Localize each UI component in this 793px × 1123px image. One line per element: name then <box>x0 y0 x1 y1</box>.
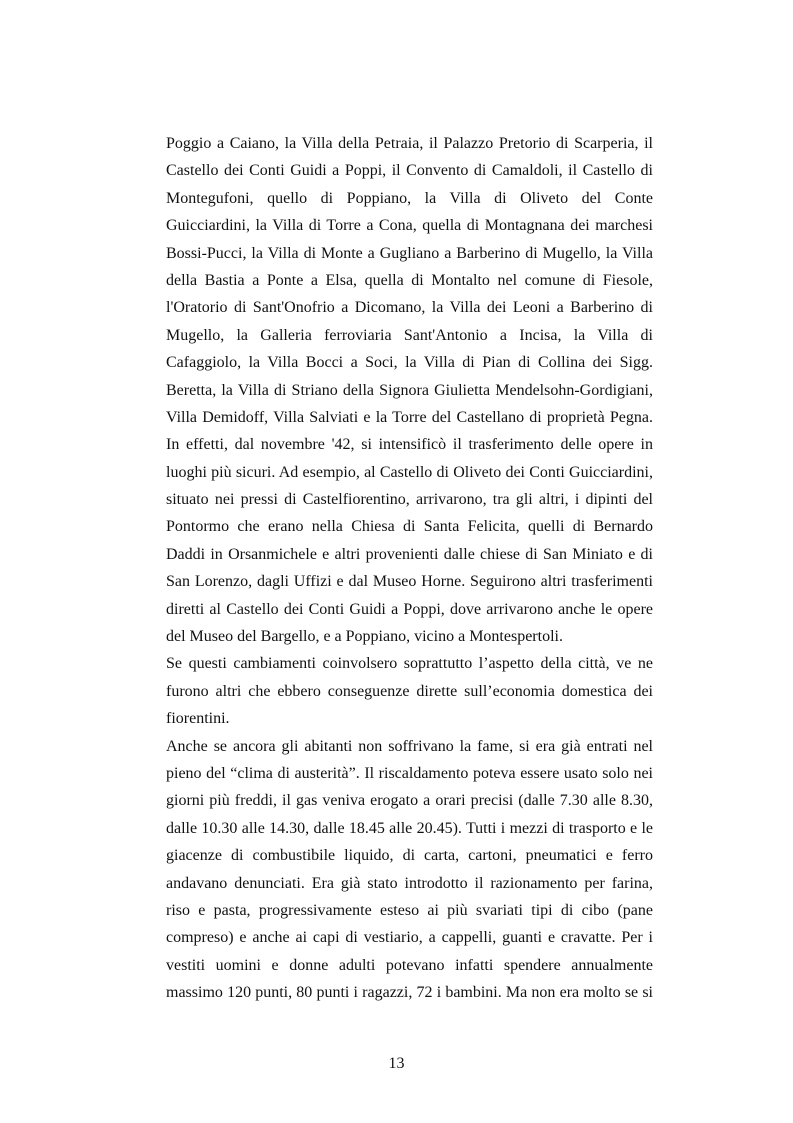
body-text <box>166 130 653 1007</box>
text-line: fiorentini. <box>166 710 230 728</box>
text-line: Beretta, la Villa di Striano della Signora Giulietta Mendelsohn-Gordigiani, <box>166 381 653 399</box>
text-line: compreso) e anche ai capi di vestiario, a cappelli, guanti e cravatte. Per i <box>166 929 653 947</box>
text-line: Villa Demidoff, Villa Salviati e la Torre del Castellano di proprietà Pegna. <box>166 408 653 426</box>
text-line: Se questi cambiamenti coinvolsero soprattutto l’aspetto della città, ve ne <box>166 655 653 673</box>
text-line: dalle 10.30 alle 14.30, dalle 18.45 alle 20.45). Tutti i mezzi di trasporto e le <box>166 819 653 837</box>
text-line: giorni più freddi, il gas veniva erogato a orari precisi (dalle 7.30 alle 8.30, <box>166 792 653 810</box>
text-line: l'Oratorio di Sant'Onofrio a Dicomano, la Villa dei Leoni a Barberino di <box>166 299 653 317</box>
text-line: Daddi in Orsanmichele e altri provenienti dalle chiese di San Miniato e di <box>166 545 653 563</box>
text-line: San Lorenzo, dagli Uffizi e dal Museo Horne. Seguirono altri trasferimenti <box>166 573 653 591</box>
text-line: Castello dei Conti Guidi a Poppi, il Convento di Camaldoli, il Castello di <box>166 162 653 180</box>
text-line: luoghi più sicuri. Ad esempio, al Castello di Oliveto dei Conti Guicciardini, <box>166 463 653 481</box>
text-line: vestiti uomini e donne adulti potevano infatti spendere annualmente <box>166 956 653 974</box>
text-line: massimo 120 punti, 80 punti i ragazzi, 72 i bambini. Ma non era molto se si <box>166 984 653 1002</box>
text-line: Montegufoni, quello di Poppiano, la Villa di Oliveto del Conte <box>166 189 653 207</box>
text-line: andavano denunciati. Era già stato introdotto il razionamento per farina, <box>166 874 653 892</box>
text-line: Pontormo che erano nella Chiesa di Santa Felicita, quelli di Bernardo <box>166 518 653 536</box>
text-line: In effetti, dal novembre '42, si intensificò il trasferimento delle opere in <box>166 436 653 454</box>
text-line: Bossi-Pucci, la Villa di Monte a Gugliano a Barberino di Mugello, la Villa <box>166 244 653 262</box>
text-line: della Bastia a Ponte a Elsa, quella di Montalto nel comune di Fiesole, <box>166 271 653 289</box>
text-line: Anche se ancora gli abitanti non soffrivano la fame, si era già entrati nel <box>166 737 653 755</box>
text-line: diretti al Castello dei Conti Guidi a Poppi, dove arrivarono anche le opere <box>166 600 653 618</box>
text-line: del Museo del Bargello, e a Poppiano, vicino a Montespertoli. <box>166 628 563 646</box>
text-line: giacenze di combustibile liquido, di carta, cartoni, pneumatici e ferro <box>166 847 653 865</box>
page-number: 13 <box>388 1055 405 1072</box>
text-line: furono altri che ebbero conseguenze dirette sull’economia domestica dei <box>166 682 653 700</box>
text-line: situato nei pressi di Castelfiorentino, arrivarono, tra gli altri, i dipinti del <box>166 491 653 509</box>
text-line: Cafaggiolo, la Villa Bocci a Soci, la Villa di Pian di Collina dei Sigg. <box>166 354 653 372</box>
text-line: riso e pasta, progressivamente esteso ai più svariati tipi di cibo (pane <box>166 901 653 919</box>
text-line: Guicciardini, la Villa di Torre a Cona, quella di Montagnana dei marchesi <box>166 217 653 235</box>
text-line: Poggio a Caiano, la Villa della Petraia, il Palazzo Pretorio di Scarperia, il <box>166 135 653 152</box>
text-line: pieno del “clima di austerità”. Il riscaldamento poteva essere usato solo nei <box>166 764 653 782</box>
text-line: Mugello, la Galleria ferroviaria Sant'Antonio a Incisa, la Villa di <box>166 326 653 344</box>
